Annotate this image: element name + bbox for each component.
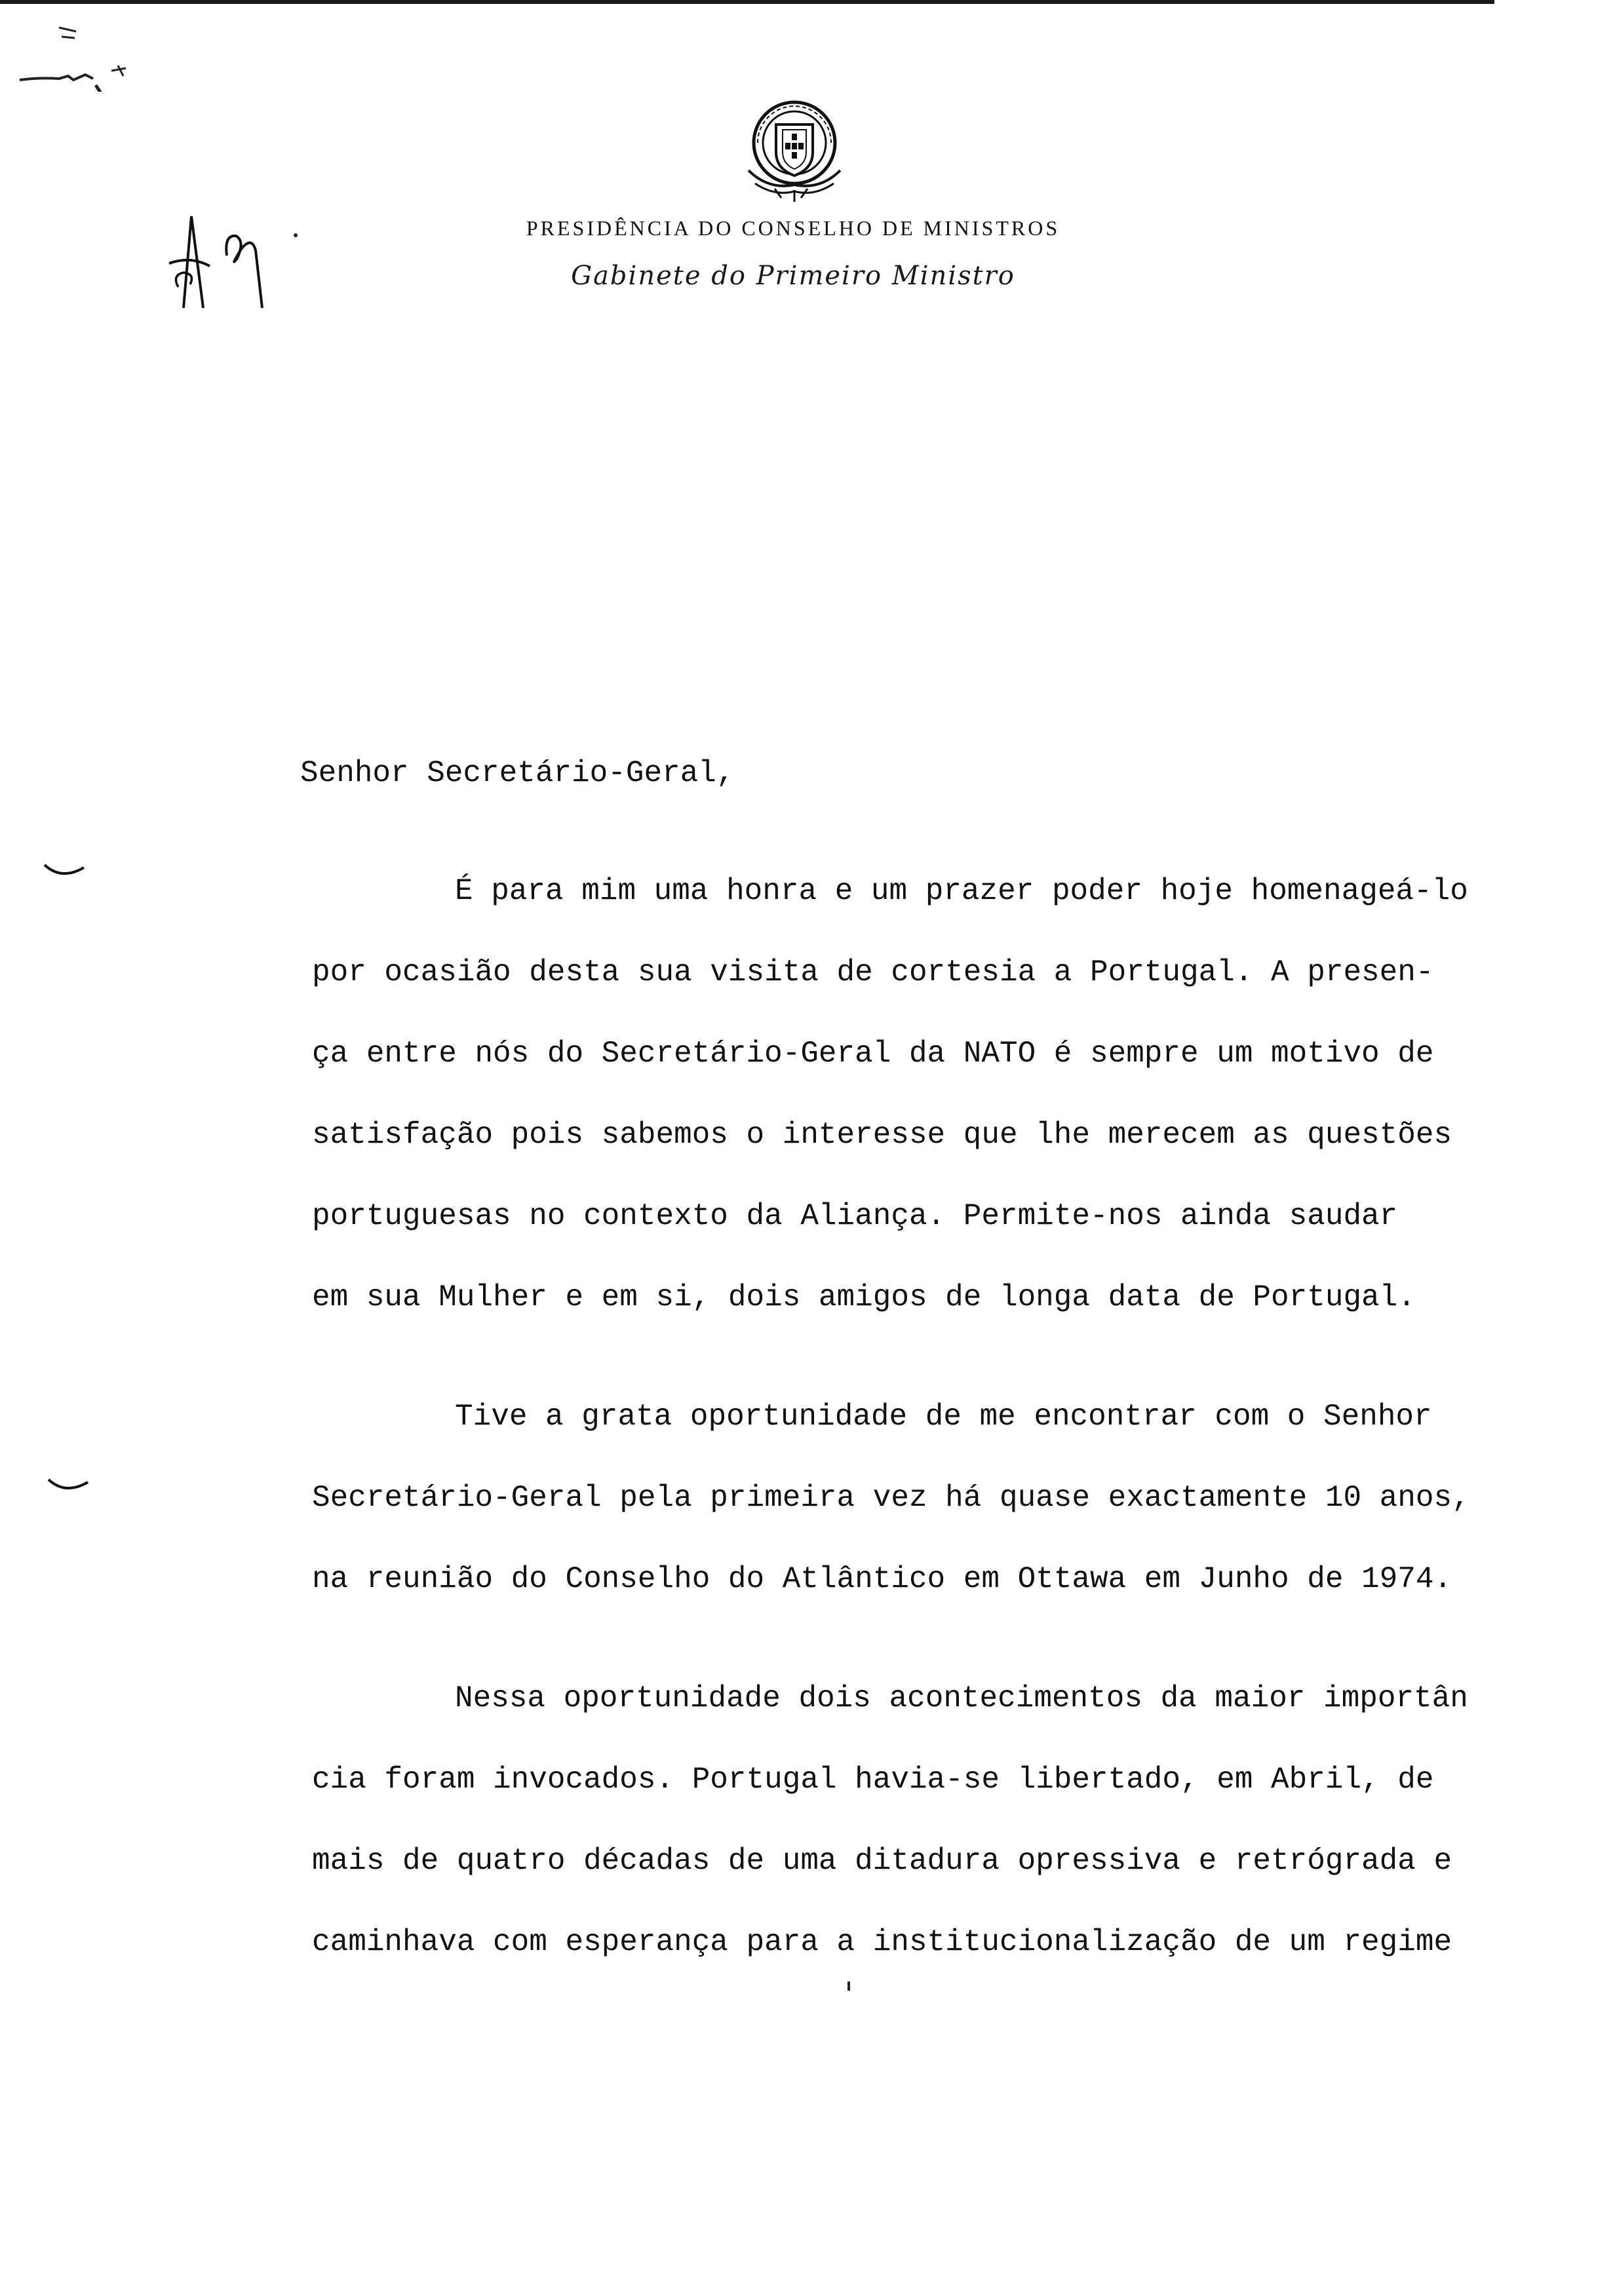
letterhead-subtitle: Gabinete do Primeiro Ministro: [571, 261, 1015, 291]
margin-bracket-mark: [42, 861, 88, 882]
page-mark: [847, 1981, 850, 1991]
top-border-line: [0, 0, 1494, 4]
text-line: Secretário-Geral pela primeira vez há quase exactamente 10 anos,: [312, 1481, 1470, 1515]
portuguese-coat-of-arms-seal-icon: [735, 92, 853, 203]
text-line: Nessa oportunidade dois acontecimentos da maior importân: [455, 1681, 1468, 1715]
paragraph-2: [312, 1390, 1557, 1634]
letterhead-title: PRESIDÊNCIA DO CONSELHO DE MINISTROS: [526, 216, 1060, 240]
text-line: mais de quatro décadas de uma ditadura opressiva e retrógrada e: [312, 1844, 1452, 1878]
text-line: É para mim uma honra e um prazer poder hoje homenageá-lo: [455, 874, 1468, 908]
text-line: satisfação pois sabemos o interesse que lhe merecem as questões: [312, 1118, 1452, 1152]
text-line: em sua Mulher e em si, dois amigos de longa data de Portugal.: [312, 1280, 1416, 1314]
text-line: por ocasião desta sua visita de cortesia a Portugal. A presen-: [312, 955, 1434, 989]
corner-handwritten-mark: [13, 20, 131, 92]
handwritten-initials: [164, 210, 282, 315]
paragraph-3: [312, 1672, 1557, 1997]
text-line: portuguesas no contexto da Aliança. Permite-nos ainda saudar: [312, 1199, 1398, 1233]
ink-dot: [294, 233, 298, 237]
margin-bracket-mark: [46, 1476, 92, 1497]
text-line: Tive a grata oportunidade de me encontrar com o Senhor: [455, 1400, 1432, 1434]
salutation: Senhor Secretário-Geral,: [300, 756, 735, 790]
text-line: ça entre nós do Secretário-Geral da NATO é sempre um motivo de: [312, 1037, 1434, 1071]
text-line: caminhava com esperança para a institucionalização de um regime: [312, 1925, 1452, 1959]
text-line: cia foram invocados. Portugal havia-se libertado, em Abril, de: [312, 1763, 1434, 1797]
paragraph-1: [312, 865, 1557, 1352]
text-line: na reunião do Conselho do Atlântico em Ottawa em Junho de 1974.: [312, 1562, 1452, 1596]
letter-body: [312, 865, 1557, 1997]
